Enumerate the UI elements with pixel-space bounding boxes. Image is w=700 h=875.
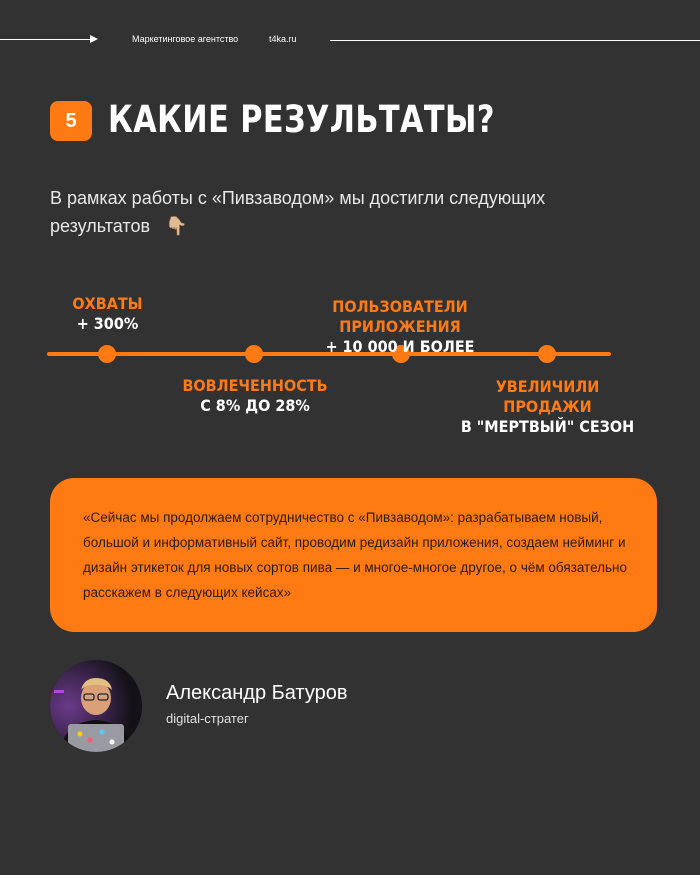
agency-label: Маркетинговое агентство <box>132 34 239 44</box>
milestone-value: С 8% ДО 28% <box>200 396 310 415</box>
timeline-dot <box>98 345 116 363</box>
pointing-down-hand-icon: 👇🏼 <box>165 216 188 236</box>
arrow-line <box>0 39 96 40</box>
arrow-right-icon <box>90 35 98 43</box>
milestone-value: + 300% <box>76 314 139 333</box>
milestone-label: ПОЛЬЗОВАТЕЛИ ПРИЛОЖЕНИЯ <box>332 297 468 336</box>
site-link[interactable]: t4ka.ru <box>269 34 297 44</box>
avatar-photo <box>50 660 142 752</box>
top-bar <box>0 0 700 80</box>
milestone-sales <box>450 377 645 437</box>
intro-text: В рамках работы с «Пивзаводом» мы достигли следующих результатов <box>50 188 546 236</box>
timeline-dot <box>245 345 263 363</box>
milestone-label: ВОВЛЕЧЕННОСТЬ <box>182 376 328 395</box>
section-number-badge: 5 <box>50 101 92 141</box>
milestone-label: УВЕЛИЧИЛИ ПРОДАЖИ <box>495 377 600 416</box>
milestone-value: + 10 000 И БОЛЕЕ <box>325 337 475 356</box>
quote-text: «Сейчас мы продолжаем сотрудничество с «Пивзаводом»: разрабатываем новый, большой и информативный сайт, проводим редизайн приложения, создаем нейминг и дизайн этикеток для новых сортов пива — и многое-многое другое, о чём обязательно расскажем в следующих кейсах» <box>83 510 628 600</box>
intro-paragraph <box>50 184 610 240</box>
divider-line <box>330 40 700 41</box>
milestone-engagement <box>170 376 340 416</box>
milestone-label: ОХВАТЫ <box>72 294 143 313</box>
milestone-value: В "МЕРТВЫЙ" СЕЗОН <box>460 417 635 436</box>
page-title: КАКИЕ РЕЗУЛЬТАТЫ? <box>108 98 495 141</box>
timeline-dot <box>538 345 556 363</box>
author-name: Александр Батуров <box>166 682 348 704</box>
author-role: digital-стратег <box>166 711 249 726</box>
milestone-app-users <box>275 297 525 357</box>
milestone-reach <box>50 294 165 334</box>
quote-box <box>50 478 657 632</box>
avatar <box>50 660 142 752</box>
